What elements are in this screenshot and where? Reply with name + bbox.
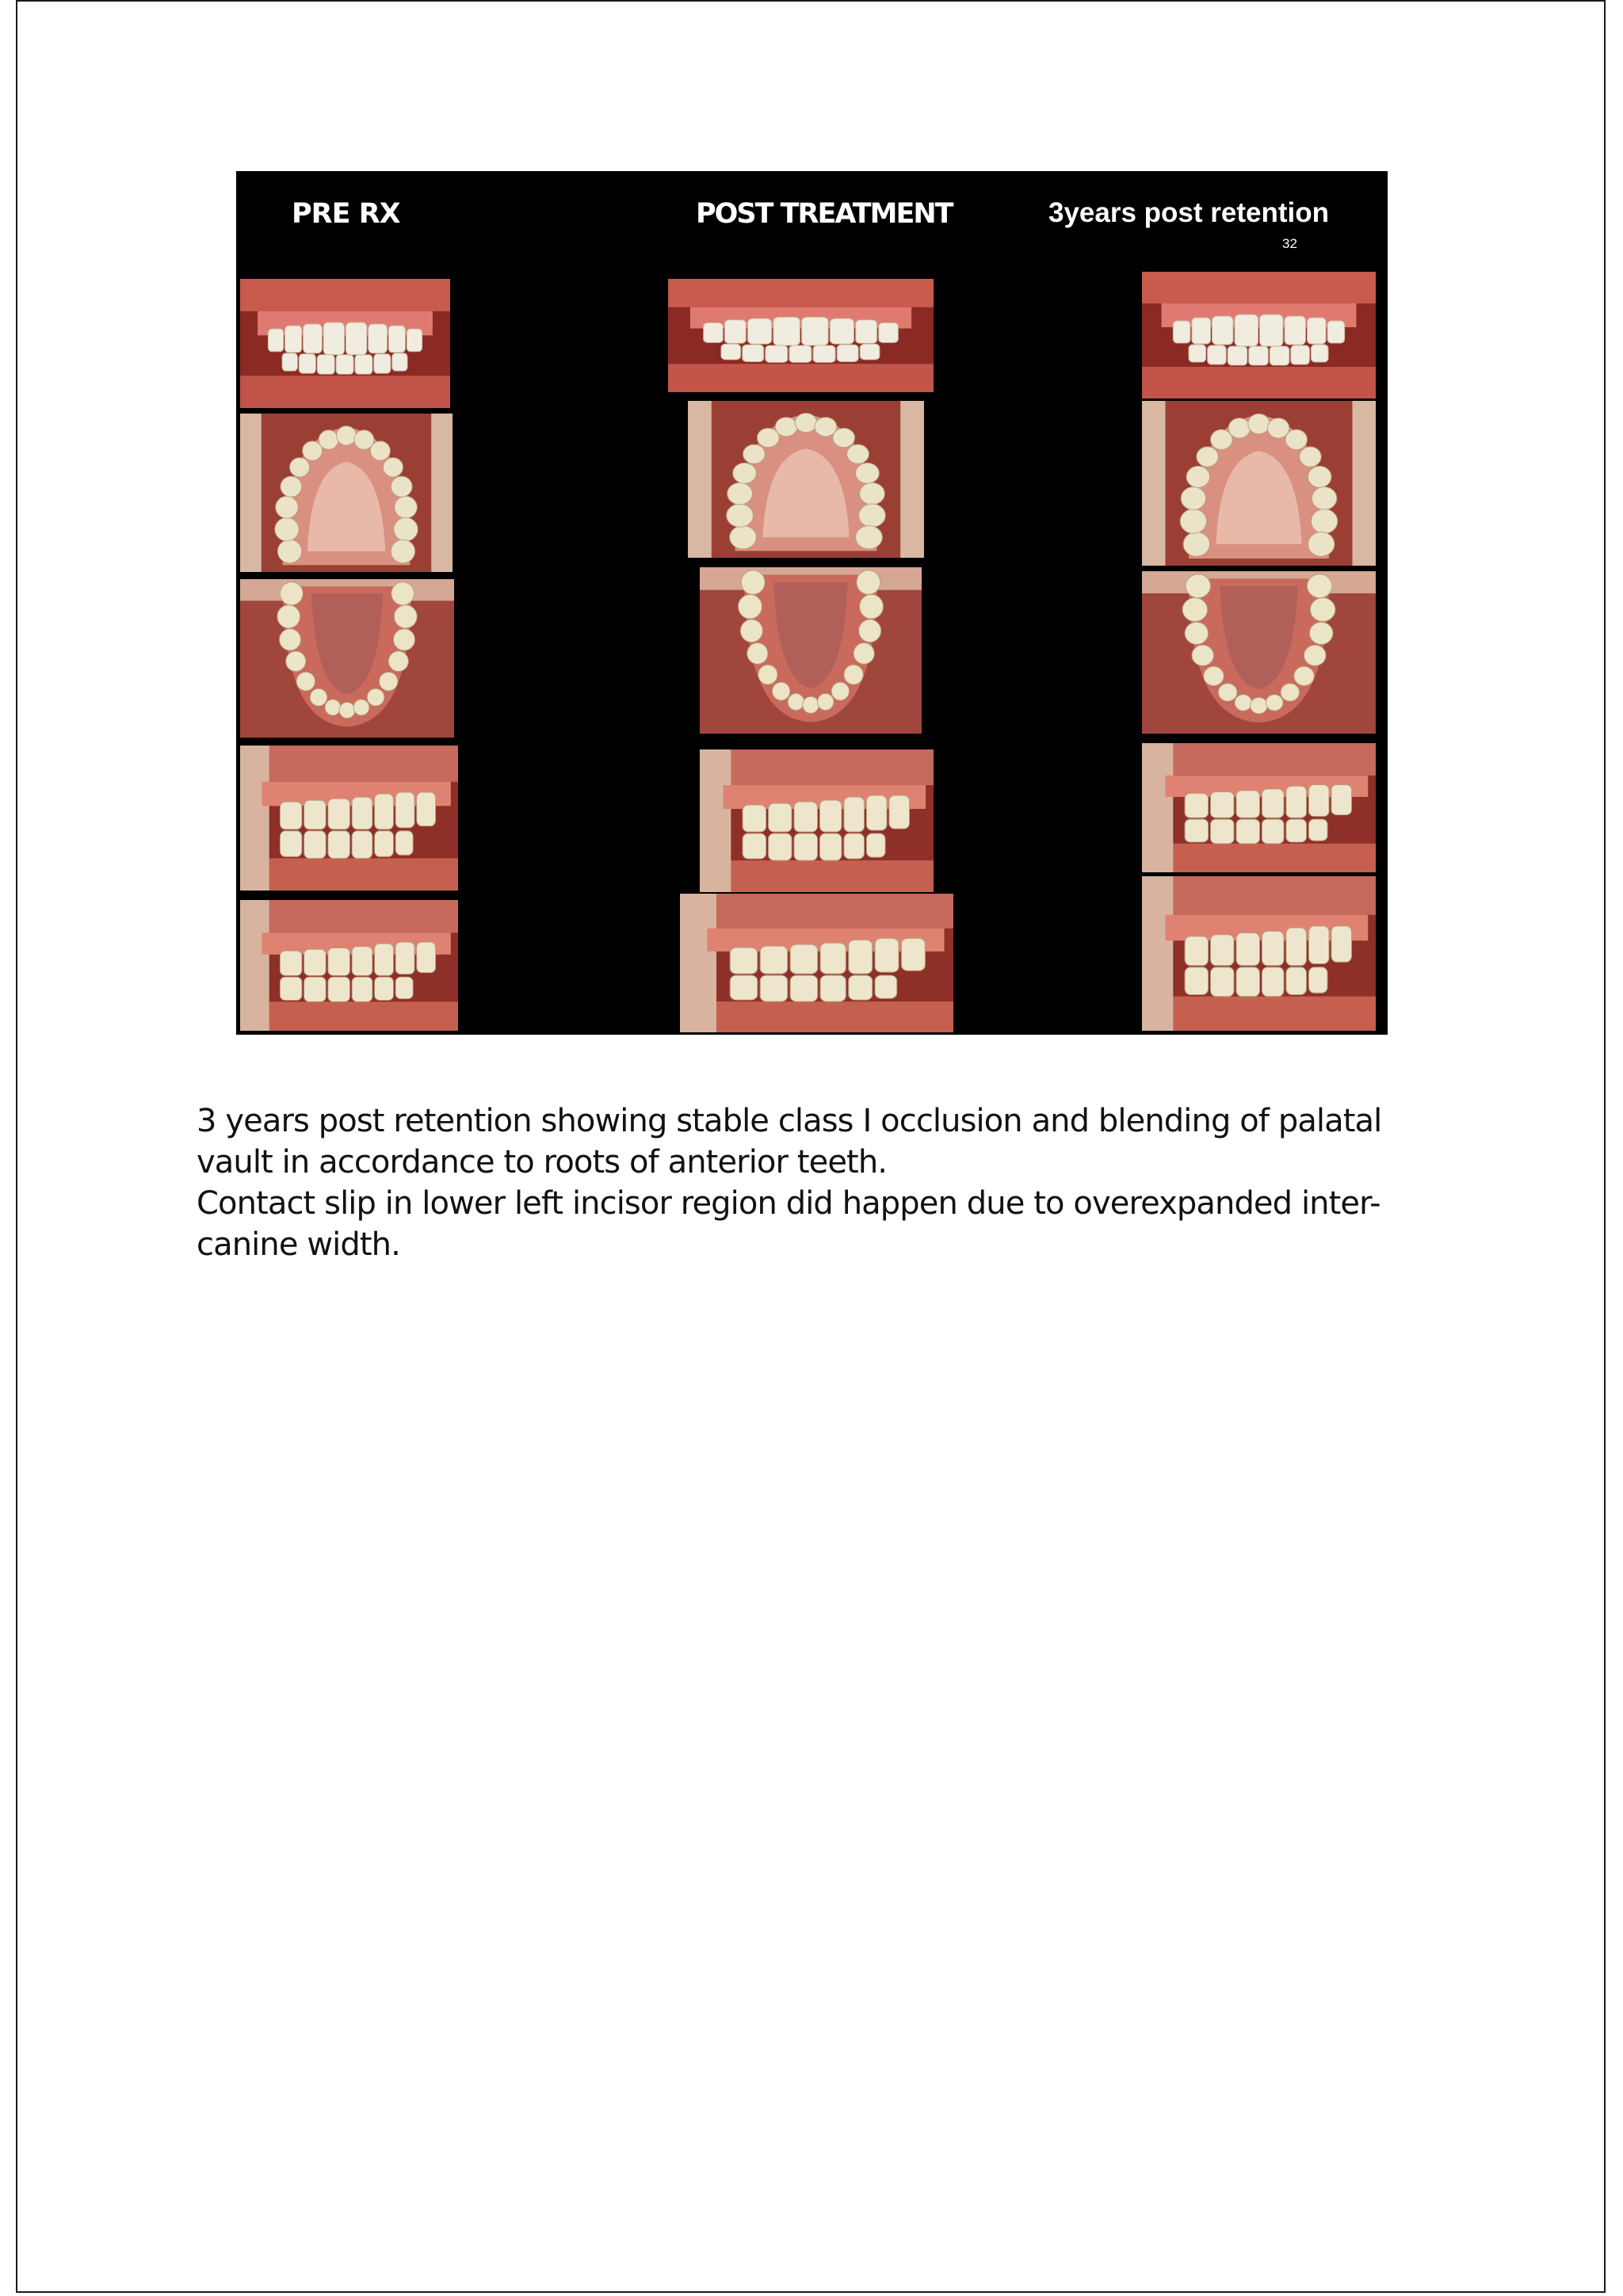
pre-rx-right-buccal-photo xyxy=(240,746,458,891)
post-treatment-maxillary-occlusal-photo xyxy=(688,401,924,558)
post-treatment-header: POST TREATMENT xyxy=(696,198,953,230)
pre-rx-mandibular-occlusal-photo xyxy=(240,579,454,738)
retention-frontal-photo xyxy=(1142,272,1376,399)
post-retention-header: 3years post retention xyxy=(1048,197,1329,228)
retention-maxillary-occlusal-photo xyxy=(1142,401,1376,566)
pre-rx-frontal-photo xyxy=(240,279,450,408)
retention-mandibular-occlusal-photo xyxy=(1142,571,1376,734)
slide-number: 32 xyxy=(1282,236,1297,251)
pre-rx-maxillary-occlusal-photo xyxy=(240,414,453,572)
post-treatment-frontal-photo xyxy=(668,279,934,392)
post-treatment-left-buccal-photo xyxy=(680,894,953,1032)
pre-rx-header: PRE RX xyxy=(292,198,400,230)
caption xyxy=(197,1100,1433,1265)
retention-right-buccal-photo xyxy=(1142,743,1376,872)
post-treatment-right-buccal-photo xyxy=(700,749,934,892)
pre-rx-left-buccal-photo xyxy=(240,900,458,1031)
post-treatment-mandibular-occlusal-photo xyxy=(700,567,922,734)
caption-paragraph-2: Contact slip in lower left incisor region did happen due to overexpanded inter-canine width. xyxy=(197,1185,1381,1263)
comparison-slide xyxy=(236,171,1388,1035)
caption-paragraph-1: 3 years post retention showing stable class I occlusion and blending of palatal vault in accordance to roots of anterior teeth. xyxy=(197,1103,1382,1180)
retention-left-buccal-photo xyxy=(1142,876,1376,1031)
